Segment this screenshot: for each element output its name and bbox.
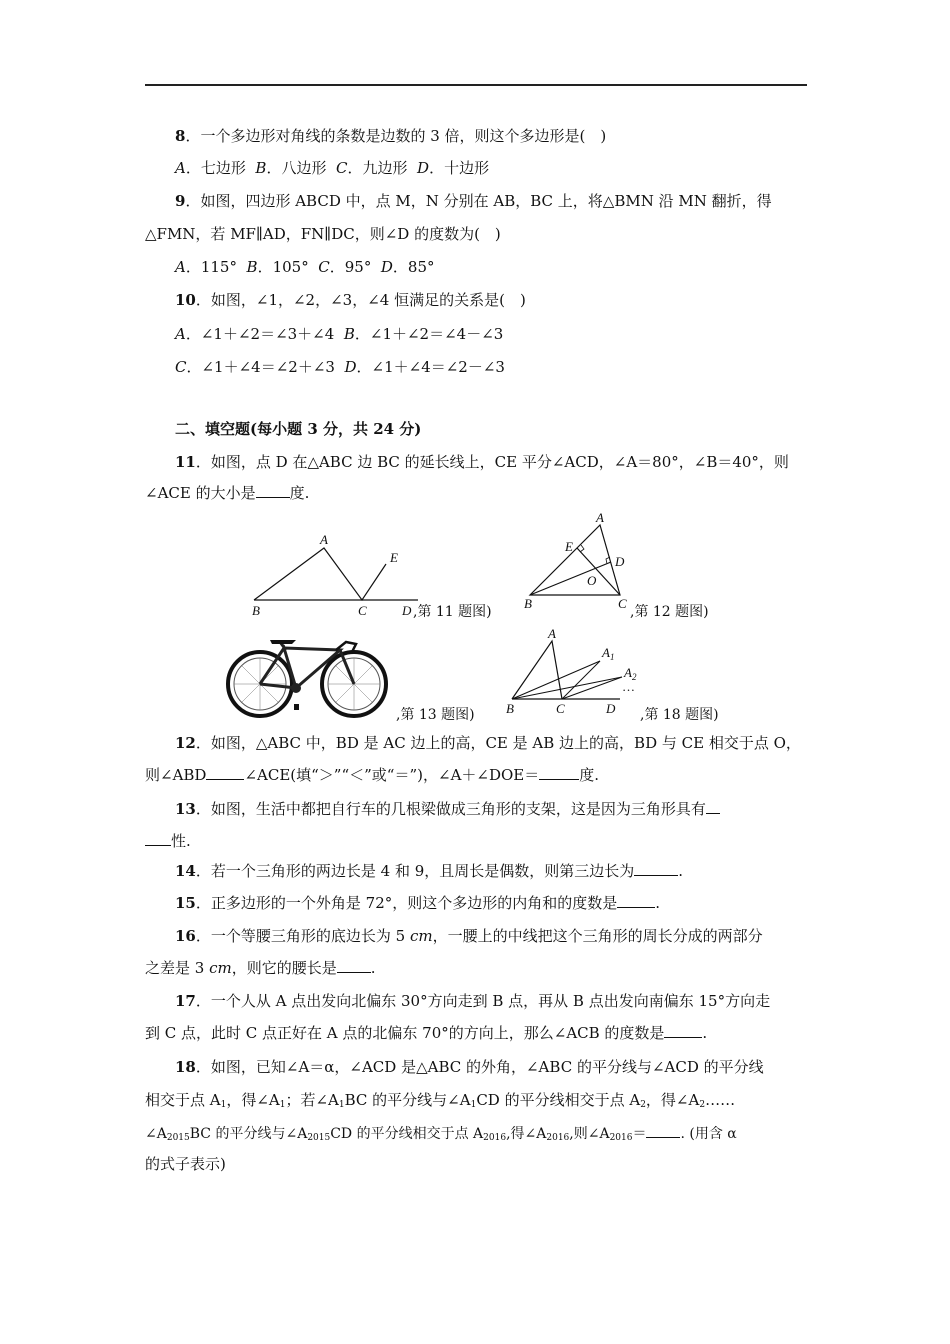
question-11-line2: ∠ACE 的大小是 度. [145,484,310,502]
svg-text:A2: $A_2$ [624,665,637,682]
answer-blank [664,1023,702,1038]
svg-text:E: E [565,539,573,554]
question-13-line2: 性. [145,831,191,851]
svg-text:A1: $A_1$ [602,645,615,662]
svg-text:D: D [606,701,616,716]
svg-text:C: C [556,701,565,716]
figure-13-bicycle [222,628,392,720]
answer-blank [256,483,290,498]
question-16-line2: 之差是 3 cm，则它的腰长是 . [145,959,376,977]
question-14: 14．若一个三角形的两边长是 4 和 9，且周长是偶数，则第三边长为 . [175,862,684,880]
figure-11 [240,530,430,620]
svg-text:B: B [506,701,514,716]
figure-12 [520,510,635,615]
svg-text:B: B [524,596,532,611]
question-9: 9．如图，四边形 ABCD 中，点 M，N 分别在 AB，BC 上，将△BMN 沿 MN 翻折，得 [175,192,772,210]
question-10-options-ab: A．∠1＋∠2＝∠3＋∠4 B．∠1＋∠2＝∠4－∠3 [175,325,504,343]
svg-text:A: A [320,532,328,547]
answer-blank [634,861,678,876]
question-15: 15．正多边形的一个外角是 72°，则这个多边形的内角和的度数是 . [175,894,661,912]
svg-text:A: A [548,627,556,641]
question-18-line4: 的式子表示) [145,1155,226,1173]
header-rule [145,84,807,86]
question-17: 17．一个人从 A 点出发向北偏东 30°方向走到 B 点，再从 B 点出发向南偏东 15°方向走 [175,992,771,1010]
question-9-options: A．115° B．105° C．95° D．85° [175,258,435,276]
question-12: 12．如图，△ABC 中，BD 是 AC 边上的高，CE 是 AB 边上的高，BD 与 CE 相交于点 O， [175,734,801,752]
svg-text:O: O [587,573,597,588]
figure-18-caption: ,第 18 题图) [640,707,719,723]
answer-blank [145,831,171,846]
svg-text:E: E [390,550,398,565]
svg-text:C: C [358,603,367,618]
question-13: 13．如图，生活中都把自行车的几根梁做成三角形的支架，这是因为三角形具有 [175,799,720,819]
svg-text:D: D [615,554,625,569]
figure-18 [500,627,640,722]
question-8-options: A．七边形 B．八边形 C．九边形 D．十边形 [175,159,490,177]
figure-12-caption: ,第 12 题图) [630,604,709,620]
svg-text:…: … [622,679,635,694]
question-10: 10．如图，∠1，∠2，∠3，∠4 恒满足的关系是( ) [175,291,526,309]
question-17-line2: 到 C 点，此时 C 点正好在 A 点的北偏东 70°的方向上，那么∠ACB 的度数是 . [145,1024,708,1042]
svg-text:A: A [596,510,604,525]
answer-blank [706,799,720,814]
answer-blank [617,893,655,908]
question-18-line2: 相交于点 $A_1$，得$\angle A_1$；若$\angle A_1BC$ 的平分线与$\angle A_1CD$ 的平分线相交于点 $A_2$，得$\angle A_2\dots\dots$ [145,1091,736,1110]
svg-text:D: D [402,603,412,618]
question-11: 11．如图，点 D 在△ABC 边 BC 的延长线上，CE 平分∠ACD，∠A＝80°，∠B＝40°，则 [175,453,789,471]
question-12-line2: 则∠ABD ∠ACE(填“＞”“＜”或“＝”)，∠A＋∠DOE＝ 度. [145,766,600,784]
answer-blank [646,1123,680,1138]
section-title: 二、填空题(每小题 3 分，共 24 分) [175,420,422,438]
answer-blank [206,765,244,780]
question-10-options-cd: C．∠1＋∠4＝∠2＋∠3 D．∠1＋∠4＝∠2－∠3 [175,358,505,376]
question-8: 8．一个多边形对角线的条数是边数的 3 倍，则这个多边形是( ) [175,127,607,145]
answer-blank [539,765,579,780]
answer-blank [337,958,371,973]
question-16: 16．一个等腰三角形的底边长为 5 cm，一腰上的中线把这个三角形的周长分成的两部分 [175,927,763,945]
svg-text:C: C [618,596,627,611]
figure-13-caption: ,第 13 题图) [396,707,475,723]
svg-text:B: B [252,603,260,618]
question-18-line3: $\angle A_{2015}BC$ 的平分线与$\angle A_{2015}CD$ 的平分线相交于点 $A_{2016}$,得$\angle A_{2016}$,则$\angle A_{2016}=$ . (用含 α [145,1123,737,1148]
figure-11-caption: ,第 11 题图) [413,604,492,620]
question-9-line2: △FMN，若 MF∥AD，FN∥DC，则∠D 的度数为( ) [145,225,501,243]
question-18: 18．如图，已知∠A＝α，∠ACD 是△ABC 的外角，∠ABC 的平分线与∠ACD 的平分线 [175,1058,764,1076]
